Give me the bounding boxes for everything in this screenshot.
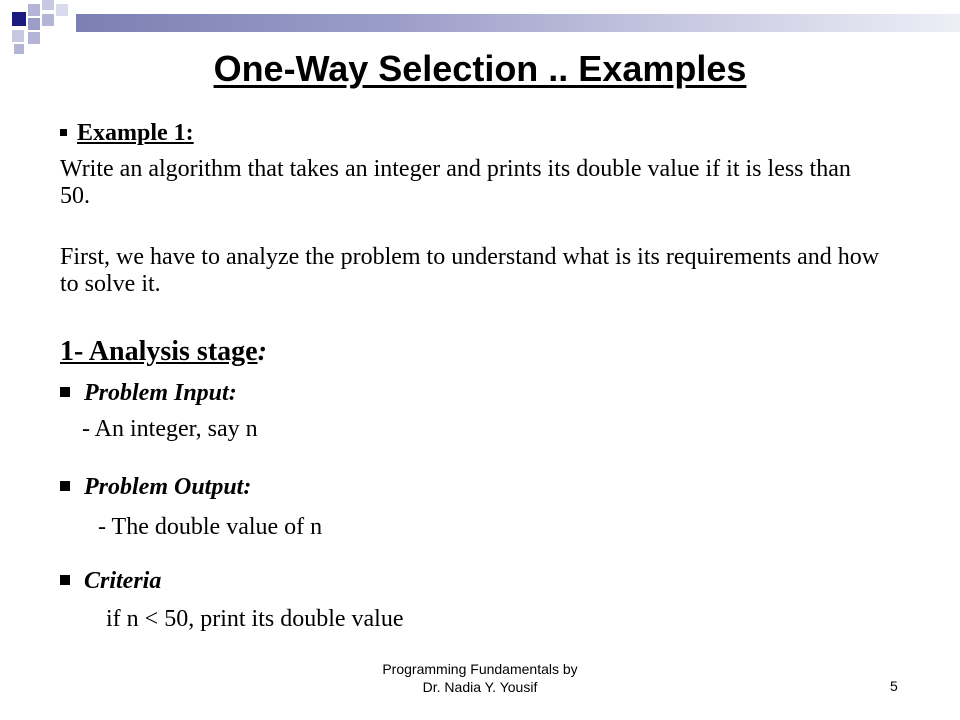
item-problem-output — [60, 474, 880, 501]
footer-credit — [330, 660, 630, 696]
bullet-icon — [60, 481, 70, 491]
paragraph-problem: Write an algorithm that takes an integer and prints its double value if it is less than 50. — [60, 156, 851, 209]
item-problem-input — [60, 380, 880, 407]
page-number: 5 — [890, 678, 898, 694]
bullet-icon — [60, 129, 67, 136]
stage-heading-text: 1- Analysis stage — [60, 336, 258, 367]
item-label: Criteria — [84, 568, 162, 594]
item-criteria — [60, 568, 880, 595]
stage-heading-colon: : — [257, 336, 267, 367]
example-label: Example 1: — [77, 120, 194, 146]
item-detail: - The double value of n — [98, 514, 323, 540]
header-gradient-bar — [76, 14, 960, 32]
item-label: Problem Output: — [84, 474, 252, 500]
example-heading — [60, 120, 880, 147]
paragraph-analysis-intro: First, we have to analyze the problem to understand what is its requirements and how to solve it. — [60, 244, 880, 297]
footer-line-2: Dr. Nadia Y. Yousif — [422, 679, 538, 695]
bullet-icon — [60, 575, 70, 585]
footer-line-1: Programming Fundamentals by — [382, 661, 578, 677]
item-label: Problem Input: — [84, 380, 237, 406]
slide-title: One-Way Selection .. Examples — [213, 48, 747, 89]
bullet-icon — [60, 387, 70, 397]
stage-heading — [60, 336, 880, 368]
item-detail: if n < 50, print its double value — [106, 606, 404, 632]
item-detail: - An integer, say n — [82, 416, 258, 442]
